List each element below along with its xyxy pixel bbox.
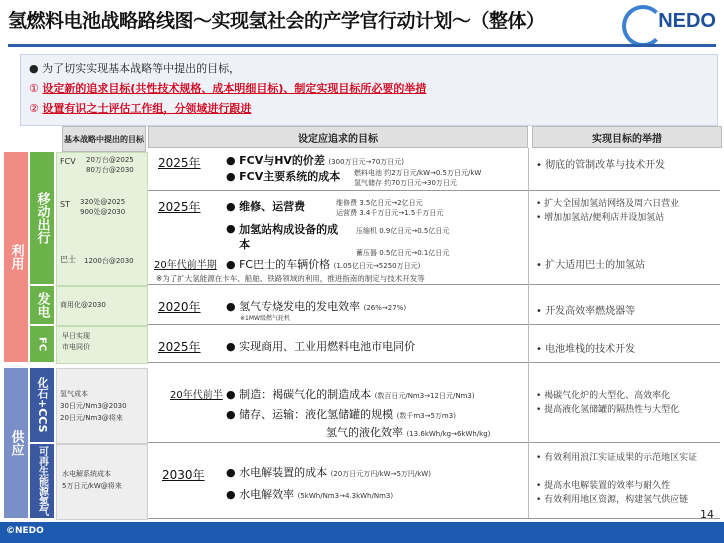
renew-goal-2-text: 水电解效率	[239, 488, 295, 501]
renew-goal-2-note: (5kWh/Nm3→4.3kWh/Nm3)	[297, 492, 394, 500]
fcv-label: FCV	[60, 157, 76, 166]
nedo-logo	[632, 2, 720, 42]
fcv-goal-1-text: FCV与HV的价差	[239, 154, 325, 167]
year-power: 2020年	[158, 300, 201, 314]
measure-5-text: 开发高效率燃烧器等	[545, 306, 636, 317]
st-goal-1-note-2: 运营费 3.4千万日元→1.5千万日元	[336, 209, 444, 217]
bus-goal-text: FC巴士的车辆价格	[239, 258, 331, 271]
measure-9: • 有效利用浪江实证成果的示范地区实证	[536, 453, 698, 463]
measure-6-text: 电池堆栈的技术开发	[545, 344, 636, 355]
intro-line-1-text: 为了切实实现基本战略等中提出的目标，	[42, 62, 241, 75]
fcv-goal-2-note-2: 氢气储存 约70万日元→30万日元	[354, 179, 457, 187]
renew-goal-1-note: (20万日元万円/kW→5万円/kW)	[330, 470, 431, 478]
side-supply: 供应	[4, 368, 28, 518]
intro-line-3	[29, 100, 251, 116]
measure-10: • 提高水电解装置的效率与耐久性	[536, 481, 671, 491]
measure-11: • 有效利用地区资源，构建氢气供应链	[536, 495, 689, 505]
row-divider	[148, 324, 720, 325]
ccs-goal-1-note: (数百日元/Nm3→12日元/Nm3)	[374, 392, 475, 400]
measure-10-text: 提高水电解装置的效率与耐久性	[544, 481, 671, 491]
fcv-target: 20万台@2025 80万台@2030	[86, 156, 134, 174]
header-measures: 实现目标的举措	[532, 126, 722, 148]
st-goal-2: ● 加氢站构成设备的成本	[226, 222, 339, 251]
side-use: 利用	[4, 152, 28, 362]
fcv-goal-1-note: (300万日元→70万日元)	[328, 158, 405, 166]
row-divider	[148, 284, 720, 285]
st-goal-2-text: 加氢站构成设备的成本	[239, 223, 339, 251]
st-goal-1-text: 维修、运营费	[239, 200, 306, 213]
year-fc: 2025年	[158, 340, 201, 354]
side-mobility: 移动出行	[30, 152, 54, 284]
bus-target: 1200台@2030	[84, 257, 134, 265]
measure-8: • 提高液化氢储罐的隔热性与大型化	[536, 405, 680, 415]
footer-copyright: ©NEDO	[6, 526, 44, 536]
title-divider	[8, 44, 716, 47]
side-ccs: 化石+CCS	[30, 368, 54, 442]
fcv-goal-2-note-1: 燃料电池 约2万日元/kW→0.5万日元/kW	[354, 169, 482, 177]
measure-5: • 开发高效率燃烧器等	[536, 306, 636, 317]
side-power: 发电	[30, 286, 54, 324]
measure-6: • 电池堆栈的技术开发	[536, 344, 636, 355]
fc-goal-text: 实现商用、工业用燃料电池市电同价	[239, 340, 416, 353]
st-goal-1-note-1: 维修费 3.5亿日元→2亿日元	[336, 199, 423, 207]
ccs-goal-3	[326, 424, 490, 440]
intro-num-1: ①	[29, 82, 39, 95]
st-goal-2-note-1: 压缩机 0.9亿日元→0.5亿日元	[356, 227, 450, 235]
st-target: 320处@2025 900处@2030	[80, 198, 126, 216]
intro-box	[20, 54, 718, 126]
ccs-goal-3-note: (13.6kWh/kg→6kWh/kg)	[406, 430, 491, 438]
measure-1: • 彻底的管制改革与技术开发	[536, 160, 666, 171]
bus-goal: ● FC巴士的车辆价格 (1.05亿日元→5250万日元)	[226, 258, 421, 271]
bus-footnote: ※为了扩大氢能源在卡车、船舶、铁路领域的利用，推进指南的制定与技术开发等	[156, 274, 425, 283]
measure-2-text: 扩大全国加氢站网络及周六日营业	[544, 199, 680, 209]
year-renew: 2030年	[162, 468, 205, 482]
header-goals: 设定应追求的目标	[148, 126, 528, 148]
year-fcv: 2025年	[158, 156, 201, 170]
ccs-goal-1: ● 制造：褐碳气化的制造成本 (数百日元/Nm3→12日元/Nm3)	[226, 388, 475, 401]
measure-11-text: 有效利用地区资源，构建氢气供应链	[544, 495, 689, 505]
intro-num-2: ②	[29, 102, 39, 115]
fcv-goal-2-text: FCV主要系统的成本	[239, 170, 341, 183]
intro-line-3-text: 设置有识之士评估工作组，分领域进行跟进	[42, 102, 252, 115]
intro-line-2-text: 设定新的追求目标(共性技术规格、成本明细目标)、制定实现目标所必要的举措	[42, 82, 427, 95]
ccs-target: 氢气成本 30日元/Nm3@2030 20日元/Nm3@将来	[60, 390, 127, 422]
renew-goal-1: ● 水电解装置的成本 (20万日元万円/kW→5万円/kW)	[226, 466, 431, 479]
page-number: 14	[700, 508, 714, 521]
side-renew: 可再生能源氢气	[30, 444, 54, 518]
fc-goal: ● 实现商用、工业用燃料电池市电同价	[226, 340, 416, 353]
power-goal-sub: ※1MW级燃气轮机	[240, 315, 290, 322]
ccs-goal-2: ● 储存、运输：液化氢储罐的规模 (数千m3→5万m3)	[226, 408, 456, 421]
footer-band	[0, 522, 724, 543]
measure-1-text: 彻底的管制改革与技术开发	[545, 160, 666, 171]
intro-line-1: ● 为了切实实现基本战略等中提出的目标，	[29, 62, 241, 75]
st-goal-1: ● 维修、运营费	[226, 200, 306, 213]
renew-goal-2: ● 水电解效率 (5kWh/Nm3→4.3kWh/Nm3)	[226, 488, 394, 501]
power-target: 商用化@2030	[60, 301, 106, 309]
bus-goal-note: (1.05亿日元→5250万日元)	[333, 262, 421, 270]
measure-2: • 扩大全国加氢站网络及周六日营业	[536, 199, 680, 209]
measure-4: • 扩大适用巴士的加氢站	[536, 260, 646, 271]
power-goal-note: (26%→27%)	[363, 304, 407, 312]
fcv-goal-2: ● FCV主要系统的成本	[226, 170, 341, 183]
measure-9-text: 有效利用浪江实证成果的示范地区实证	[544, 453, 698, 463]
year-st: 2025年	[158, 200, 201, 214]
year-ccs: 20年代前半	[170, 390, 223, 401]
measure-8-text: 提高液化氢储罐的隔热性与大型化	[544, 405, 680, 415]
ccs-goal-3-text: 氢气的液化效率	[326, 426, 403, 439]
row-divider	[148, 442, 720, 443]
column-divider	[528, 148, 529, 518]
measure-3: • 增加加氢站/便利店并设加氢站	[536, 213, 665, 223]
st-goal-2-note-2: 蓄压器 0.5亿日元→0.1亿日元	[356, 249, 450, 257]
power-goal: ● 氢气专烧发电的发电效率 (26%→27%)	[226, 300, 407, 313]
st-label: ST	[60, 200, 70, 209]
renew-goal-1-text: 水电解装置的成本	[239, 466, 328, 479]
ccs-goal-2-note: (数千m3→5万m3)	[396, 412, 456, 420]
renew-target: 水电解系统成本 5万日元/kW@将来	[62, 470, 122, 490]
fcv-goal-1: ● FCV与HV的价差 (300万日元→70万日元)	[226, 154, 405, 167]
measure-7-text: 褐碳气化炉的大型化、高效率化	[544, 391, 671, 401]
measure-7: • 褐碳气化炉的大型化、高效率化	[536, 391, 671, 401]
row-divider	[148, 362, 720, 363]
logo-text: NEDO	[658, 10, 716, 32]
side-fc: FC	[30, 326, 54, 362]
row-divider	[148, 190, 720, 191]
intro-line-2	[29, 80, 426, 96]
ccs-goal-2-text: 储存、运输：液化氢储罐的规模	[239, 408, 394, 421]
measure-3-text: 增加加氢站/便利店并设加氢站	[544, 213, 665, 223]
measure-4-text: 扩大适用巴士的加氢站	[545, 260, 646, 271]
power-goal-text: 氢气专烧发电的发电效率	[239, 300, 361, 313]
ccs-goal-1-text: 制造：褐碳气化的制造成本	[239, 388, 372, 401]
row-divider	[148, 518, 720, 519]
page-title: 氢燃料电池战略路线图～实现氢社会的产学官行动计划～（整体）	[8, 10, 545, 32]
year-bus: 20年代前半期	[154, 260, 217, 271]
bus-label: 巴士	[60, 255, 76, 264]
fc-target: 早日实现 市电同价	[62, 332, 90, 351]
header-basic: 基本战略中提出的目标	[62, 126, 146, 152]
